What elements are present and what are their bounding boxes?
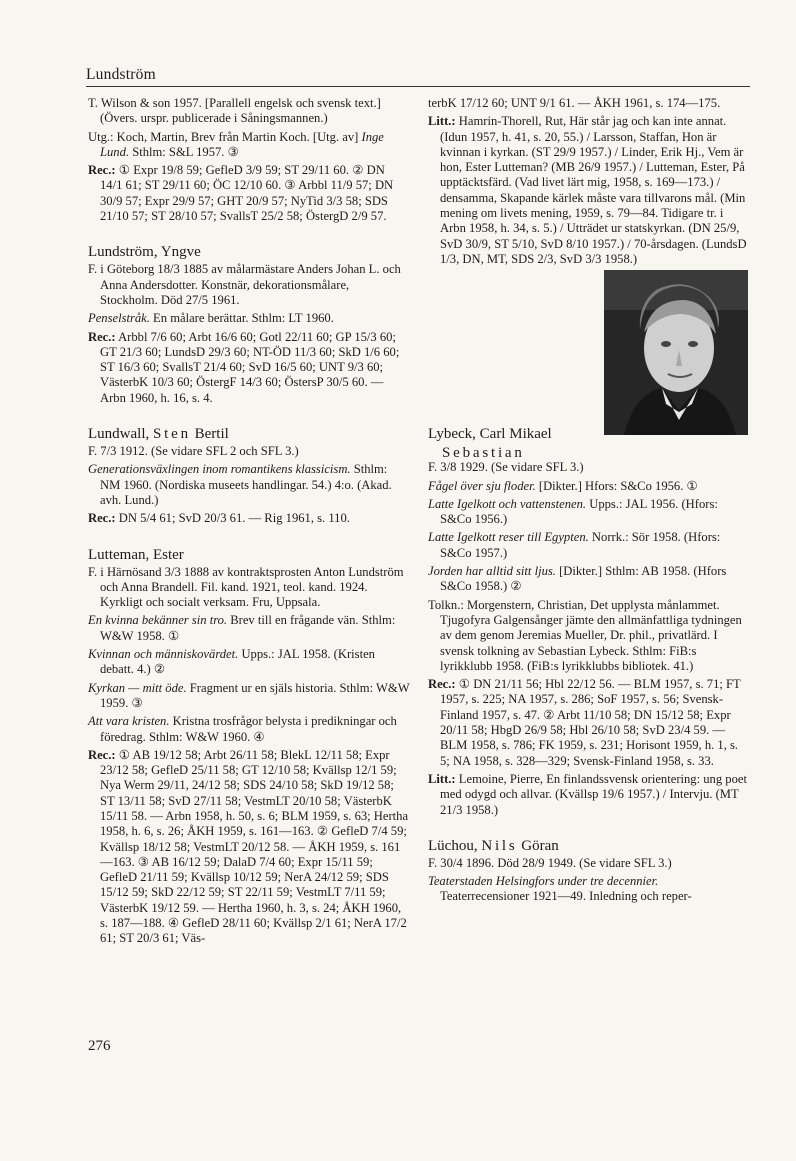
photo-row [428, 270, 750, 462]
paragraph: T. Wilson & son 1957. [Parallell engelsk och svensk text.] (Övers. urspr. publicerade i Såningsmannen.) [88, 96, 381, 126]
biography: F. i Härnösand 3/3 1888 av kontraktsprosten Anton Lundström och Anna Brandell. Fil. kand. 1921, teol. kand. 1924. Kyrkligt och socialt verksam. Fru, Uppsala. [88, 564, 404, 610]
work-item: Penselstråk. En målare berättar. Sthlm: LT 1960. [88, 311, 334, 326]
header-rule [86, 86, 750, 87]
work-item: Kvinnan och människovärdet. Upps.: JAL 1958. (Kristen debatt. 4.) ② [88, 647, 375, 677]
work-item: Jorden har alltid sitt ljus. [Dikter.] Sthlm: AB 1958. (Hfors S&Co 1958.) ② [428, 564, 727, 594]
work-item: Fågel över sju floder. [Dikter.] Hfors: S&Co 1956. ① [428, 478, 698, 493]
entry-heading: Lundwall, Sten Bertil [88, 426, 229, 443]
entry-heading: Lundström, Yngve [88, 244, 201, 261]
entry-heading: Lüchou, Nils Göran [428, 837, 559, 854]
left-column [88, 96, 410, 950]
work-item: Teaterstaden Helsingfors under tre decennier. Teaterrecensioner 1921—49. Inledning och reper- [428, 874, 692, 904]
reviews: Rec.: Arbbl 7/6 60; Arbt 16/6 60; Gotl 22/11 60; GP 15/3 60; GT 21/3 60; LundsD 29/3 60; NT-ÖD 11/3 60; SkD 1/6 60; ST 16/3 60; SvallsT 21/4 60; SvD 16/5 60; UNT 9/3 60; VästerbK 10/3 60; ÖstergF 14/3 60; ÖstersP 30/5 60. — Arbn 1960, h. 16, s. 4. [88, 329, 400, 405]
portrait-photo [604, 270, 748, 435]
literature: Litt.: Hamrin-Thorell, Rut, Här står jag och kan inte annat. (Idun 1957, h. 41, s. 20, 55.) / Larsson, Staffan, Hon är kvinnan i kyrkan. (ST 29/9 1957.) / Linder, Erik Hj., Vem är hon, Ester Lutteman? (MB 26/9 1957.) / Lutteman, Ester, På upptäcktsfärd. (Vad livet lärt mig, 1958, s. 169—173.) / densamma, Skapande kärlek måste vara tillvarons mål. (Min mening om livets mening, 1959, s. 79—84. Tidigare tr. i Arbn 1958, h. 34, s. 5.) / Utträdet ur statskyrkan. (DN 25/9, SvD 30/9, ST 5/10, SvD 8/10 1957.) / 70-årsdagen. (LundsD 1/3, DN, MT, SDS 2/3, SvD 3/3 1958.) [428, 114, 747, 266]
reviews: Rec.: DN 5/4 61; SvD 20/3 61. — Rig 1961, s. 110. [88, 511, 350, 526]
paragraph: Utg.: Koch, Martin, Brev från Martin Koch. [Utg. av] Inge Lund. Sthlm: S&L 1957. ③ [88, 129, 384, 159]
biography: F. 30/4 1896. Död 28/9 1949. (Se vidare SFL 3.) [428, 855, 672, 870]
entry-heading: Lutteman, Ester [88, 546, 184, 563]
reviews: Rec.: ① AB 19/12 58; Arbt 26/11 58; BlekL 12/11 58; Expr 23/12 58; GefleD 25/11 58; GT 12/10 58; Kvällsp 12/1 59; Nya Werm 29/11, 24/12 58; SDS 24/10 58; SkD 19/12 58; ST 13/11 58; SvD 27/11 58; VestmLT 20/10 58; VästerbK 15/11 58. — Arbn 1958, h. 50, s. 6; BLM 1959, s. 63; Hertha 1958, h. 6, s. 26; ÅKH 1959, s. 161—163. ② GefleD 7/4 59; Kvällsp 18/12 58; VestmLT 20/12 58. — ÅKH 1959, s. 161—163. ③ AB 16/12 59; DalaD 7/4 60; Expr 15/11 59; GefleD 21/11 59; Kvällsp 10/12 59; NerA 24/12 59; SDS 15/12 59; SkD 22/12 59; ST 22/11 59; VestmLT 7/11 59; VästerbK 19/12 59. — Hertha 1960, h. 3, s. 24; ÅKH 1960, s. 187—188. ④ GefleD 28/11 60; Kvällsp 2/1 61; NerA 17/2 61; ST 20/3 61; Väs- [88, 747, 409, 946]
biography: F. 7/3 1912. (Se vidare SFL 2 och SFL 3.) [88, 444, 299, 459]
biography: F. 3/8 1929. (Se vidare SFL 3.) [428, 460, 584, 475]
work-item: Generationsväxlingen inom romantikens klassicism. Sthlm: NM 1960. (Nordiska museets handlingar. 54.) 4:o. (Akad. avh. Lund.) [88, 462, 392, 507]
work-item: Att vara kristen. Kristna trosfrågor belysta i predikningar och föredrag. Sthlm: W&W 1960. ④ [88, 714, 397, 744]
reviews: Rec.: ① Expr 19/8 59; GefleD 3/9 59; ST 29/11 60. ② DN 14/1 61; ST 29/11 60; ÖC 12/10 60. ③ Arbbl 11/9 57; DN 30/9 57; Expr 29/9 57; GHT 20/9 57; NyTid 3/3 58; SDS 21/10 57; ST 28/10 57; SvallsT 25/2 58; ÖstergD 2/9 57. [88, 163, 394, 224]
work-item: Latte Igelkott reser till Egypten. Norrk.: Sör 1958. (Hfors: S&Co 1957.) [428, 530, 721, 560]
translation: Tolkn.: Morgenstern, Christian, Det upplysta månlammet. Tjugofyra Galgensånger jämte den allmänfattliga tydningen av dem genom Jeremias Mueller, Dr. phil., privatlärd. I svensk tolkning av Sebastian Lybeck. Sthlm: FiB:s lyrikklubb 1958. (FiB:s lyrikklubbs bibliotek. 41.) [428, 597, 742, 673]
biography: F. i Göteborg 18/3 1885 av målarmästare Anders Johan L. och Anna Andersdotter. Konstnär, dekorationsmålare, Stockholm. Död 27/5 1961. [88, 262, 401, 307]
running-header: Lundström [86, 66, 156, 83]
work-item: Kyrkan — mitt öde. Fragment ur en själs historia. Sthlm: W&W 1959. ③ [88, 680, 410, 710]
work-item: Latte Igelkott och vattenstenen. Upps.: JAL 1956. (Hfors: S&Co 1956.) [428, 496, 718, 527]
literature: Litt.: Lemoine, Pierre, En finlandssvensk orientering: ung poet med odygd och allvar. (Kvällsp 19/6 1957.) / Intervju. (MT 21/3 1958.) [428, 771, 747, 817]
right-column [428, 96, 750, 908]
reviews: Rec.: ① DN 21/11 56; Hbl 22/12 56. — BLM 1957, s. 71; FT 1957, s. 225; NA 1957, s. 286; SoF 1957, s. 56; Svensk-Finland 1957, s. 47. ② Arbt 11/10 58; DN 15/12 58; Expr 20/11 58; HbgD 26/9 58; Hbl 26/10 58; SvD 23/4 59. — BLM 1958, s. 786; FK 1959, s. 231; Horisont 1959, h. 1, s. 5; NA 1958, s. 328—329; Svensk-Finland 1958, s. 33. [428, 677, 741, 768]
page-number: 276 [88, 1038, 111, 1054]
work-item: En kvinna bekänner sin tro. Brev till en frågande vän. Sthlm: W&W 1958. ① [88, 613, 396, 643]
entry-heading: Lybeck, Carl Mikael Sebastian [428, 426, 552, 462]
paragraph: terbK 17/12 60; UNT 9/1 61. — ÅKH 1961, s. 174—175. [428, 96, 721, 110]
